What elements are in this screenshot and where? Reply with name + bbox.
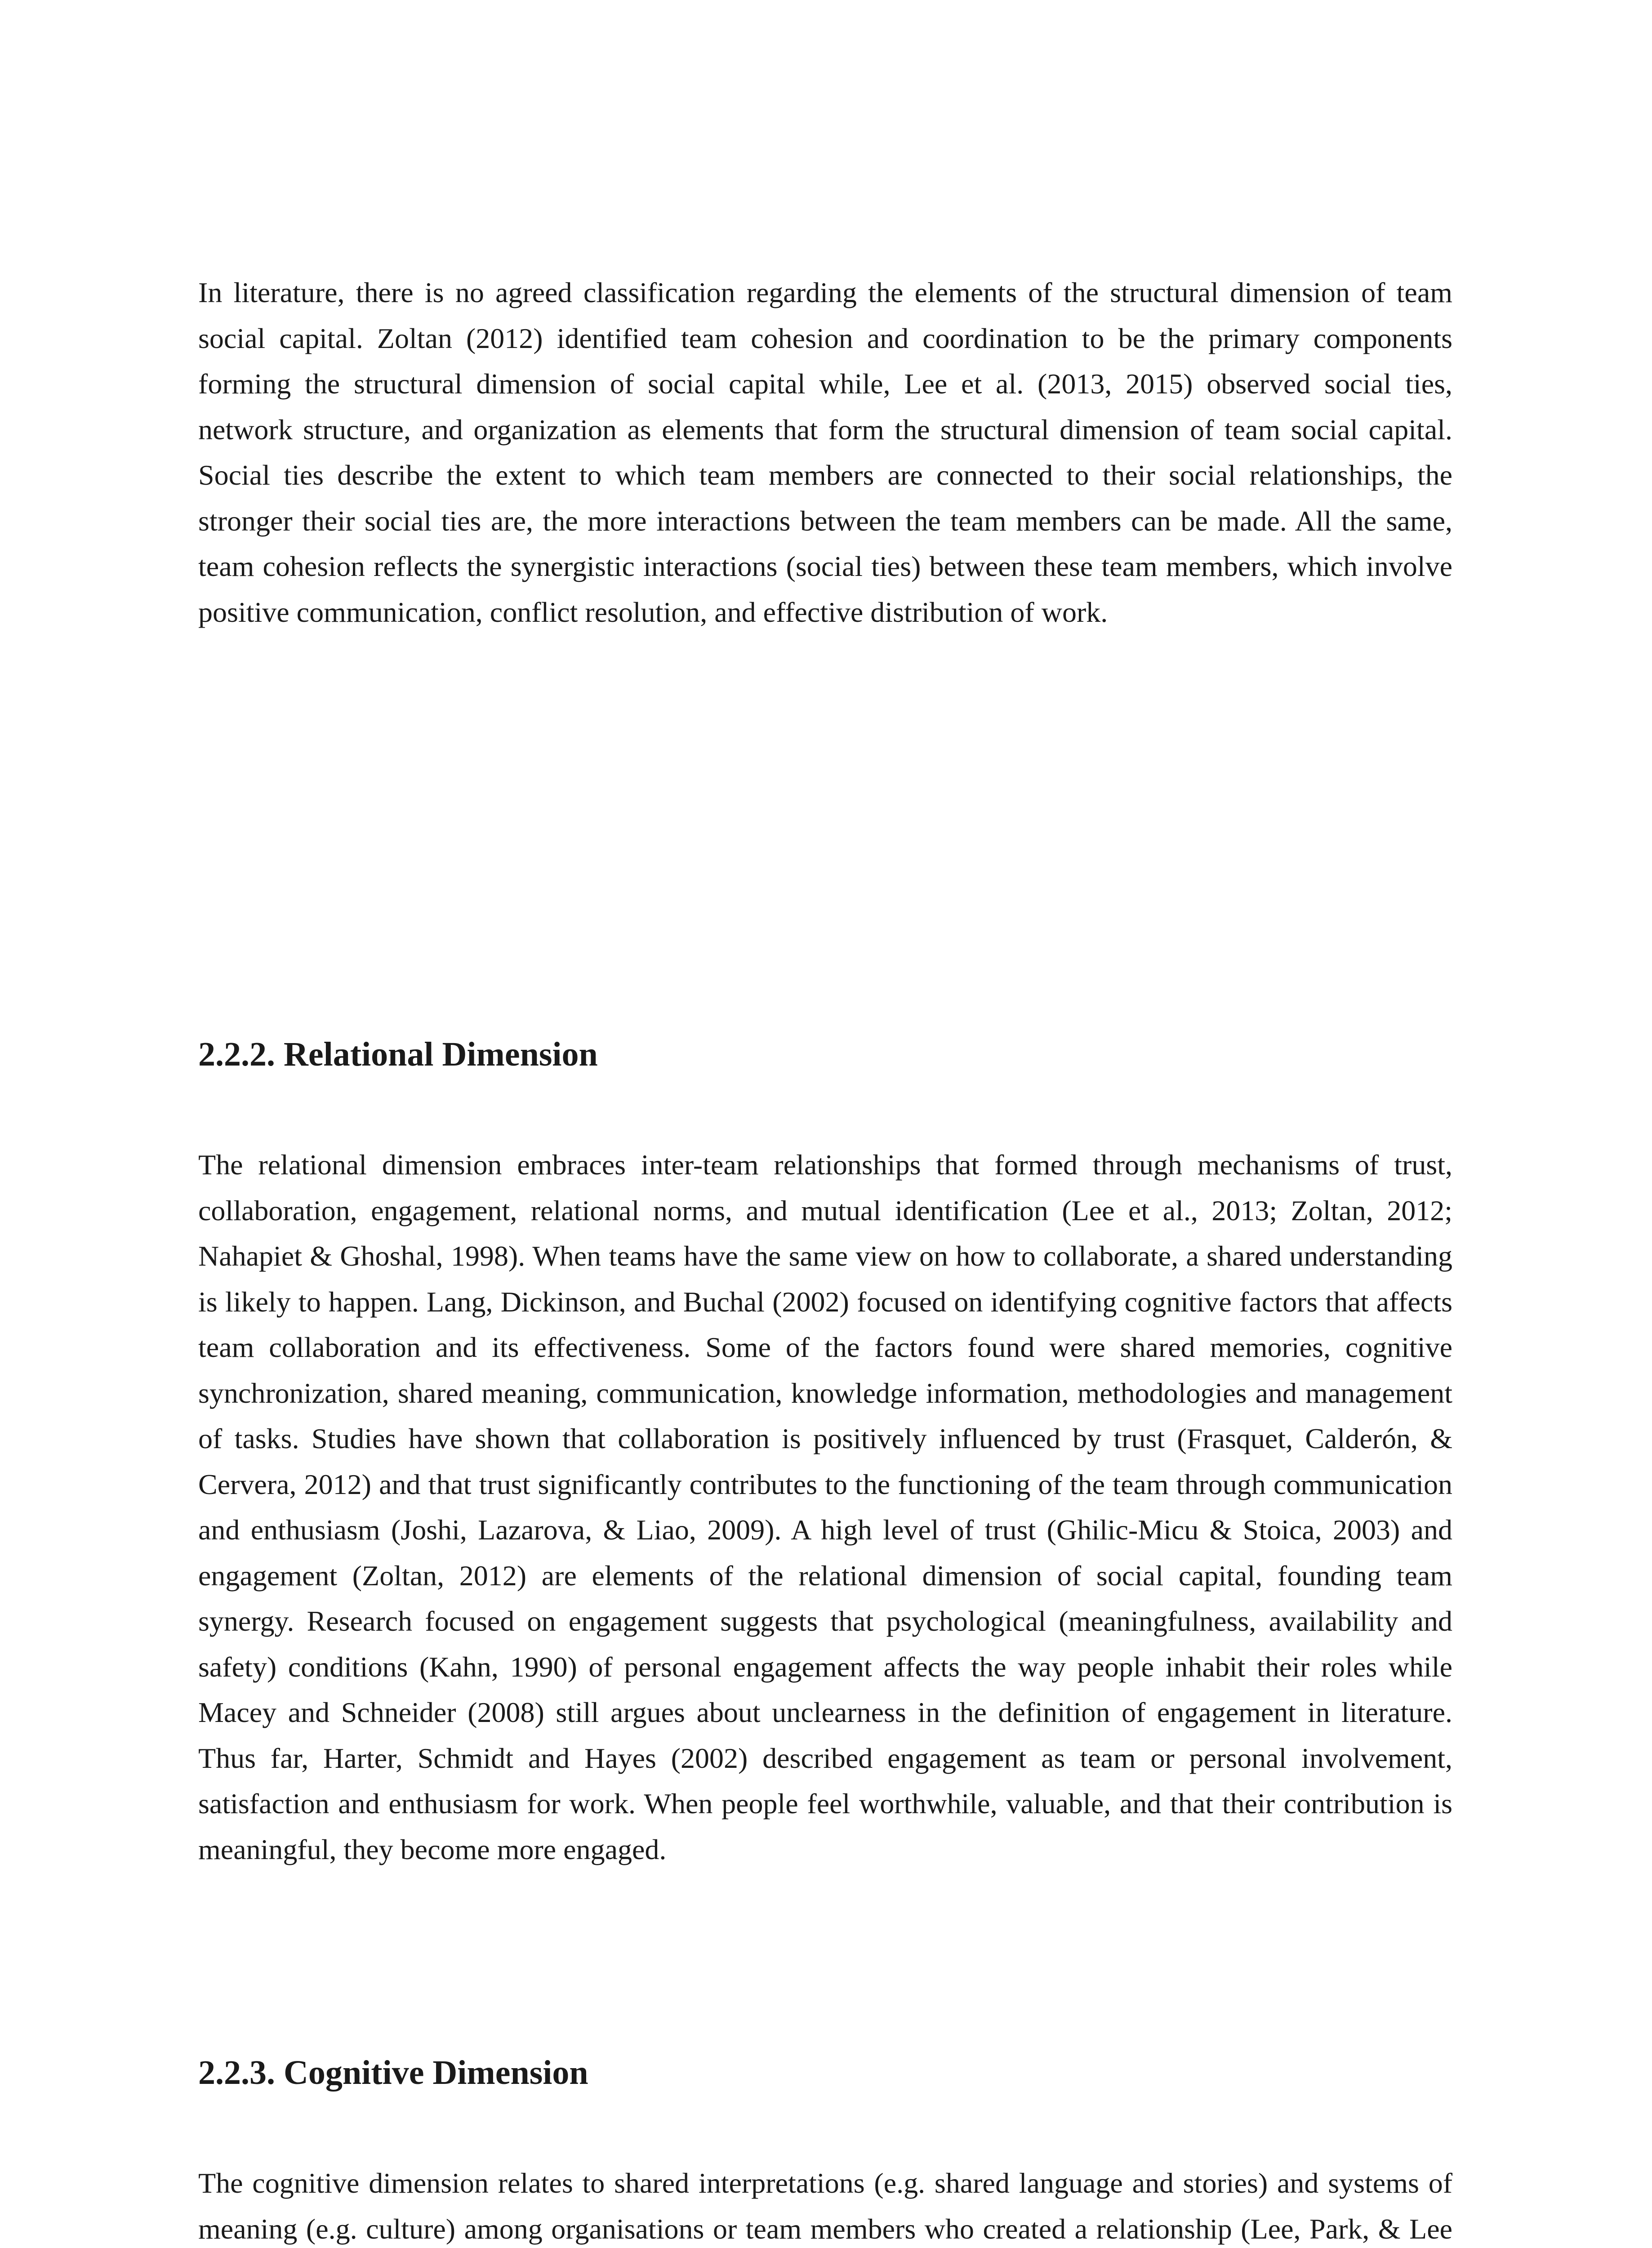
structural-dimension-paragraph: In literature, there is no agreed classification regarding the elements of the structural dimension of team social capital. Zoltan (2012) identified team cohesion and coordination to be the primary components forming the structural dimension of social capital while, Lee et al. (2013, 2015) observed social ties, network structure, and organization as elements that form the structural dimension of team social capital. Social ties describe the extent to which team members are connected to their social relationships, the stronger their social ties are, the more interactions between the team members can be made. All the same, team cohesion reflects the synergistic interactions (social ties) between these team members, which involve positive communication, conflict resolution, and effective distribution of work. [198, 277, 1452, 628]
cognitive-dimension-heading: 2.2.3. Cognitive Dimension [198, 2054, 588, 2092]
cognitive-dimension-paragraph: The cognitive dimension relates to shared interpretations (e.g. shared language and stories) and systems of meaning (e.g. culture) among organisations or team members who created a relationship (Lee, Park, & Lee [198, 2167, 1452, 2245]
relational-dimension-paragraph: The relational dimension embraces inter-team relationships that formed through mechanisms of trust, collaboration, engagement, relational norms, and mutual identification (Lee et al., 2013; Zoltan, 2012; Nahapiet & Ghoshal, 1998). When teams have the same view on how to collaborate, a shared understanding is likely to happen. Lang, Dickinson, and Buchal (2002) focused on identifying cognitive factors that affects team collaboration and its effectiveness. Some of the factors found were shared memories, cognitive synchronization, shared meaning, communication, knowledge information, methodologies and management of tasks. Studies have shown that collaboration is positively influenced by trust (Frasquet, Calderón, & Cervera, 2012) and that trust significantly contributes to the functioning of the team through communication and enthusiasm (Joshi, Lazarova, & Liao, 2009). A high level of trust (Ghilic-Micu & Stoica, 2003) and engagement (Zoltan, 2012) are elements of the relational dimension of social capital, founding team synergy. Research focused on engagement suggests that psychological (meaningfulness, availability and safety) conditions (Kahn, 1990) of personal engagement affects the way people inhabit their roles while Macey and Schneider (2008) still argues about unclearness in the definition of engagement in literature. Thus far, Harter, Schmidt and Hayes (2002) described engagement as team or personal involvement, satisfaction and enthusiasm for work. When people feel worthwhile, valuable, and that their contribution is meaningful, they become more engaged. [198, 1149, 1452, 1865]
relational-dimension-heading: 2.2.2. Relational Dimension [198, 1035, 598, 1073]
